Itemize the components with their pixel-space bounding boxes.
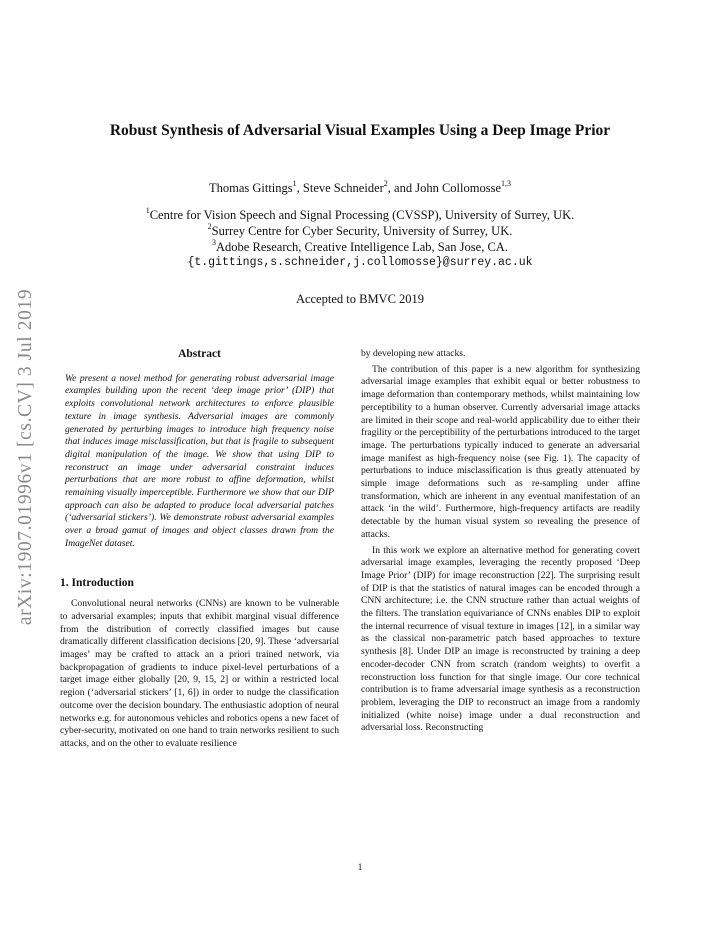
affiliation — [60, 223, 660, 239]
affiliation — [60, 207, 660, 223]
page-number: 1 — [357, 862, 363, 873]
intro-paragraph-continued: by developing new attacks. — [361, 348, 466, 359]
right-column — [361, 348, 640, 735]
affiliations — [60, 207, 660, 271]
arxiv-stamp-text: arXiv:1907.01996v1 [cs.CV] 3 Jul 2019 — [15, 288, 36, 626]
author-affil-mark: 1,3 — [501, 178, 512, 188]
method-paragraph: In this work we explore an alternative method for generating covert adversarial image examples, leveraging the recently proposed ‘Deep Image Prior’ (DIP) for image reconstruction [22]. The surprising result of DIP is that the statistics of natural images can be encoded through a CNN architecture; i.e. the CNN structure rather than actual weights of the filters. The translation equivariance of CNNs enables DIP to exploit the internal recurrence of visual texture in images [12], in a similar way as the classical non-parametric patch based approaches to texture synthesis [8]. Under DIP an image is reconstructed by training a deep encoder-decoder CNN from scratch (random weights) to overfit a reconstruction loss function for that single image. Our core technical contribution is to frame adversarial image synthesis as a reconstruction problem, leveraging the DIP to reconstruct an image from a randomly initialized (white noise) image under a dual reconstruction and adversarial loss. Reconstructing — [361, 544, 640, 734]
intro-paragraph: Convolutional neural networks (CNNs) are known to be vulnerable to adversarial examples; inputs that exhibit marginal visual difference from the distribution of correctly classified images but cause dramatically different classification decisions [20, 9]. These ‘adversarial images’ may be crafted to attack an a priori trained network, via backpropagation of gradients to induce pixel-level perturbations of a target image either globally [20, 9, 15, 2] or within a restricted local region (‘adversarial stickers’ [1, 6]) in order to nudge the classification outcome over the decision boundary. The enthusiastic adoption of neural networks e.g. for autonomous vehicles and robotics opens a new facet of cyber-security, motivated on one hand to train networks resilient to such attacks, and on the other to evaluate resilience — [60, 598, 339, 749]
author-emails: {t.gittings,s.schneider,j.collomosse}@surrey.ac.uk — [187, 256, 533, 269]
section-heading-introduction: 1. Introduction — [60, 576, 134, 589]
author-name: Thomas Gittings — [208, 181, 293, 195]
affiliation-text: Surrey Centre for Cyber Security, University of Surrey, UK. — [211, 224, 513, 238]
author-affil-mark: 1 — [292, 178, 297, 188]
left-column — [60, 348, 339, 751]
affiliation-text: Centre for Vision Speech and Signal Processing (CVSSP), University of Surrey, UK. — [149, 208, 575, 222]
abstract-heading: Abstract — [178, 348, 221, 360]
venue-note: Accepted to BMVC 2019 — [295, 292, 425, 306]
abstract-text: We present a novel method for generating robust adversarial image examples building upon the recent ‘deep image prior’ (DIP) that exploits convolutional network architectures to enforce plausible texture in image synthesis. Adversarial images are commonly generated by perturbing images to introduce high frequency noise that induces image misclassification, but that is fragile to subsequent digital manipulation of the image. We show that using DIP to reconstruct an image under adversarial constraint induces perturbations that are more robust to affine deformation, whilst remaining visually imperceptible. Furthermore we show that our DIP approach can also be adapted to produce local adversarial patches (‘adversarial stickers’). We demonstrate robust adversarial examples over a broad gamut of images and object classes drawn from the ImageNet dataset. — [65, 372, 334, 549]
author-line — [60, 178, 660, 196]
affiliation-mark: 3 — [212, 237, 217, 247]
paper-title: Robust Synthesis of Adversarial Visual Examples Using a Deep Image Prior — [109, 122, 611, 139]
contribution-paragraph: The contribution of this paper is a new algorithm for synthesizing adversarial image examples that exhibit equal or better robustness to image deformation than contemporary methods, whilst maintaining low perceptibility to a human observer. Currently adversarial image attacks are limited in their scope and real-world applicability due to either their fragility or the perceptibility of the perturbations introduced to the target image. The perturbations typically induced to generate an adversarial image manifest as high-frequency noise (see Fig. 1). The capacity of perturbations to induce misclassification is thus greatly attenuated by simple image deformations such as re-sampling under affine transformation, which are inherent in any eventual manifestation of an attack ‘in the wild’. Furthermore, high-frequency artifacts are readily detectable by the human visual system so revealing the presence of attacks. — [361, 363, 640, 540]
affiliation-mark: 1 — [145, 205, 150, 215]
affiliation — [60, 239, 660, 255]
author-affil-mark: 2 — [383, 178, 388, 188]
author-separator: , and — [387, 181, 416, 195]
author-name: Steve Schneider — [302, 181, 384, 195]
author-name: John Collomosse — [415, 181, 502, 195]
affiliation-text: Adobe Research, Creative Intelligence Lab, San Jose, CA. — [216, 240, 508, 254]
author-separator: , — [296, 181, 303, 195]
affiliation-mark: 2 — [207, 221, 212, 231]
arxiv-stamp — [6, 262, 46, 652]
